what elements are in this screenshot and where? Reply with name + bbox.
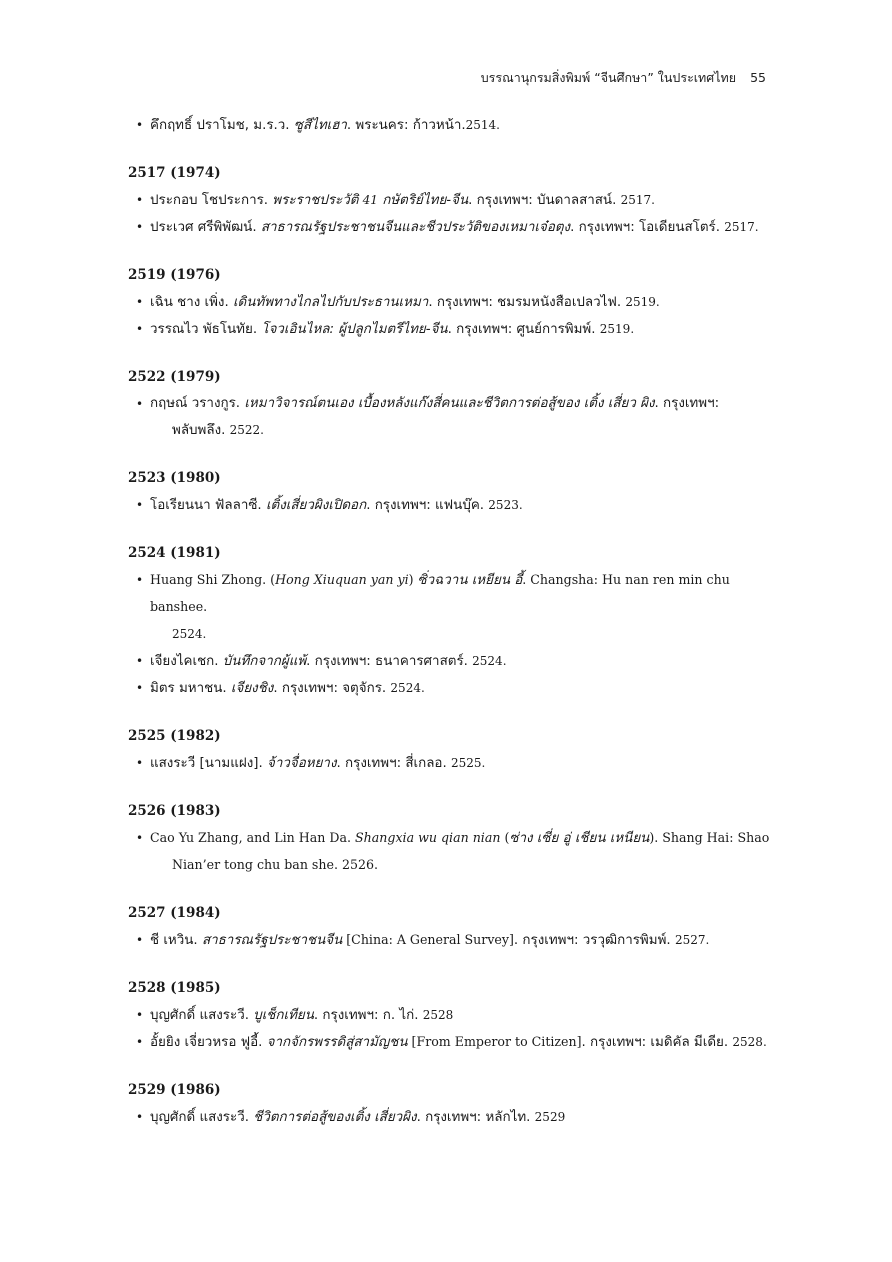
entry-title: เหมาวิจารณ์ตนเอง เบื้องหลังแก๊งสี่คนและชีวิตการต่อสู้ของ เติ้ง เสี่ยว ผิง — [244, 396, 655, 411]
entry-text: . กรุงเทพฯ: แฟนบุ๊ค. — [366, 498, 489, 513]
bibliography-entry — [128, 316, 778, 343]
year-section — [128, 545, 778, 702]
entry-title: ซูสีไทเฮา — [293, 118, 347, 133]
entry-text: กฤษณ์ วรางกูร. — [150, 396, 245, 411]
year-buddhist-era: 2525 — [128, 728, 166, 744]
bibliography-entry — [128, 750, 778, 777]
bibliography-entry — [128, 675, 778, 702]
entry-text: โอเรียนนา ฟัลลาซี. — [150, 498, 266, 513]
entry-text-latin: ( — [500, 830, 510, 845]
entry-text-latin: ). Shang Hai: Shao — [649, 830, 770, 845]
page-number: 55 — [750, 70, 766, 85]
year-gregorian: (1979) — [170, 369, 221, 385]
entry-title: ชีวิตการต่อสู้ของเติ้ง เสี่ยวผิง — [253, 1110, 417, 1125]
entry-text: . กรุงเทพฯ: เมดิคัล มีเดีย. — [581, 1035, 733, 1050]
entry-year: 2528. — [732, 1035, 767, 1049]
lead-section — [128, 112, 778, 139]
entry-year: 2527. — [674, 933, 710, 947]
entry-text: แสงระวี [นามแฝง]. — [150, 756, 267, 771]
year-buddhist-era: 2517 — [128, 165, 166, 181]
entry-year: 2524. — [390, 681, 425, 695]
entry-year: 2522. — [229, 423, 264, 437]
entry-text: . กรุงเทพฯ: โอเดียนสโตร์. — [570, 220, 725, 235]
running-header — [481, 68, 766, 88]
year-buddhist-era: 2519 — [128, 267, 166, 283]
entry-text: คึกฤทธิ์ ปราโมช, ม.ร.ว. — [150, 118, 294, 133]
year-gregorian: (1974) — [170, 165, 221, 181]
bibliography-entry — [128, 1029, 778, 1056]
entry-text-latin: Huang Shi Zhong. ( — [150, 572, 276, 587]
entry-list — [128, 750, 778, 777]
bibliography-entry — [128, 648, 778, 675]
entry-list — [128, 1104, 778, 1131]
entry-list — [128, 825, 778, 879]
year-gregorian: (1986) — [170, 1082, 221, 1098]
year-section — [128, 1082, 778, 1131]
entry-year: 2528 — [422, 1008, 454, 1022]
entry-title: เติ้งเสี่ยวผิงเปิดอก — [265, 498, 367, 513]
entry-title: ซิ่วฉวาน เหยียน อี้ — [417, 573, 523, 588]
bibliography-entry — [128, 112, 778, 139]
entry-text: . กรุงเทพฯ: จตุจักร. — [273, 681, 391, 696]
bibliography-entry — [128, 1104, 778, 1131]
entry-title-latin: Shangxia wu qian nian — [355, 830, 501, 845]
entry-text: เจียงไคเชก. — [150, 654, 223, 669]
bibliography-entry — [128, 927, 778, 954]
entry-year: 2529 — [534, 1110, 566, 1124]
entry-text-latin: Nian’er tong chu ban she. 2526. — [172, 857, 379, 872]
bibliography-entry — [128, 214, 778, 241]
entry-text: . พระนคร: ก้าวหน้า. — [346, 118, 466, 133]
entry-text: ประกอบ โชประการ. — [150, 193, 273, 208]
year-heading — [128, 803, 778, 819]
year-heading — [128, 369, 778, 385]
entry-title-number: 41 — [362, 193, 378, 207]
year-gregorian: (1976) — [170, 267, 221, 283]
year-heading — [128, 1082, 778, 1098]
entry-title: บันทึกจากผู้แพ้ — [222, 654, 307, 669]
entry-text: วรรณไว พัธโนทัย. — [150, 322, 262, 337]
running-header-title: บรรณานุกรมสิ่งพิมพ์ “จีนศึกษา” ในประเทศไทย — [480, 70, 737, 85]
entry-title: พระราชประวัติ — [272, 193, 363, 208]
entry-text: . กรุงเทพฯ: บันดาลสาสน์. — [468, 193, 621, 208]
entry-year: 2524. — [472, 654, 507, 668]
year-buddhist-era: 2528 — [128, 980, 166, 996]
year-section — [128, 470, 778, 519]
bibliography-entry — [128, 825, 778, 879]
entry-text: มิตร มหาชน. — [150, 681, 231, 696]
year-section — [128, 267, 778, 343]
year-gregorian: (1981) — [170, 545, 221, 561]
year-buddhist-era: 2529 — [128, 1082, 166, 1098]
entry-year: 2525. — [451, 756, 486, 770]
entry-title-latin: Hong Xiuquan yan yi — [275, 572, 409, 587]
entry-year: 2524. — [172, 627, 207, 641]
bibliography-entry — [128, 391, 778, 444]
entry-text: . กรุงเทพฯ: สี่เกลอ. — [336, 756, 451, 771]
year-buddhist-era: 2526 — [128, 803, 166, 819]
entry-text: อั้ยยิง เจี่ยวหรอ ฟูอี้. — [150, 1035, 267, 1050]
year-heading — [128, 728, 778, 744]
year-heading — [128, 980, 778, 996]
entry-list — [128, 1002, 778, 1056]
year-buddhist-era: 2524 — [128, 545, 166, 561]
bibliography-entry — [128, 567, 778, 648]
year-section — [128, 728, 778, 777]
entry-year: 2519. — [625, 295, 660, 309]
entry-text: . กรุงเทพฯ: — [654, 396, 720, 411]
entry-list — [128, 112, 778, 139]
entry-text: พลับพลึง. — [172, 423, 230, 438]
year-heading — [128, 905, 778, 921]
bibliography-entry — [128, 187, 778, 214]
year-heading — [128, 267, 778, 283]
entry-title: จ้าวจื่อหยาง — [266, 756, 337, 771]
entry-list — [128, 289, 778, 343]
entry-text-latin: Cao Yu Zhang, and Lin Han Da. — [150, 830, 356, 845]
entry-continuation — [150, 621, 778, 648]
entry-year: 2519. — [599, 322, 635, 336]
year-heading — [128, 470, 778, 486]
year-section — [128, 905, 778, 954]
entry-title: บูเช็กเทียน — [253, 1008, 314, 1023]
year-gregorian: (1984) — [170, 905, 221, 921]
year-buddhist-era: 2523 — [128, 470, 166, 486]
bibliography — [128, 112, 778, 1157]
entry-text-latin: [China: A General Survey] — [342, 932, 514, 947]
year-heading — [128, 165, 778, 181]
bibliography-entry — [128, 289, 778, 316]
entry-year: 2514. — [465, 118, 500, 132]
year-sections — [128, 165, 778, 1131]
entry-list — [128, 492, 778, 519]
year-buddhist-era: 2522 — [128, 369, 166, 385]
entry-text: . กรุงเทพฯ: วรวุฒิการพิมพ์. — [513, 933, 675, 948]
entry-text: ชี เหวิน. — [150, 933, 202, 948]
year-section — [128, 803, 778, 879]
entry-text: . กรุงเทพฯ: ธนาคารศาสตร์. — [306, 654, 473, 669]
entry-title: สาธารณรัฐประชาชนจีนและชีวประวัติของเหมาเจ๋อตุง — [260, 220, 571, 235]
year-section — [128, 980, 778, 1056]
year-heading — [128, 545, 778, 561]
entry-continuation — [150, 852, 778, 879]
entry-title: เดินทัพทางไกลไปกับประธานเหมา — [232, 295, 429, 310]
year-section — [128, 369, 778, 444]
entry-text: . กรุงเทพฯ: หลักไท. — [416, 1110, 535, 1125]
year-gregorian: (1985) — [170, 980, 221, 996]
entry-text-latin: ) — [408, 572, 418, 587]
entry-year: 2517. — [724, 220, 759, 234]
entry-text-latin: [From Emperor to Citizen] — [407, 1034, 582, 1049]
entry-list — [128, 927, 778, 954]
entry-text-latin: . Changsha: Hu nan ren min chu banshee. — [150, 572, 730, 614]
entry-title: โจวเอินไหล: ผู้ปลูกไมตรีไทย-จีน — [261, 322, 448, 337]
entry-text: บุญศักดิ์ แสงระวี. — [150, 1110, 254, 1125]
entry-text: . กรุงเทพฯ: ก. ไก่. — [313, 1008, 423, 1023]
entry-year: 2523. — [488, 498, 523, 512]
entry-title: เจียงชิง — [230, 681, 274, 696]
year-gregorian: (1980) — [170, 470, 221, 486]
entry-list — [128, 187, 778, 241]
bibliography-entry — [128, 1002, 778, 1029]
entry-list — [128, 567, 778, 702]
entry-continuation — [150, 417, 778, 444]
entry-title: จากจักรพรรดิสู่สามัญชน — [266, 1035, 408, 1050]
entry-text: ประเวศ ศรีพิพัฒน์. — [150, 220, 261, 235]
entry-title: ซ่าง เซี่ย อู่ เชียน เหนียน — [509, 831, 650, 846]
entry-text: . กรุงเทพฯ: ศูนย์การพิมพ์. — [447, 322, 600, 337]
year-section — [128, 165, 778, 241]
entry-list — [128, 391, 778, 444]
entry-text: เฉิน ชาง เพิ่ง. — [150, 295, 233, 310]
bibliography-entry — [128, 492, 778, 519]
entry-text: . กรุงเทพฯ: ชมรมหนังสือเปลวไฟ. — [428, 295, 626, 310]
entry-year: 2517. — [620, 193, 655, 207]
year-buddhist-era: 2527 — [128, 905, 166, 921]
year-gregorian: (1982) — [170, 728, 221, 744]
entry-text: บุญศักดิ์ แสงระวี. — [150, 1008, 254, 1023]
entry-title: กษัตริย์ไทย-จีน — [377, 193, 469, 208]
entry-title: สาธารณรัฐประชาชนจีน — [201, 933, 343, 948]
year-gregorian: (1983) — [170, 803, 221, 819]
